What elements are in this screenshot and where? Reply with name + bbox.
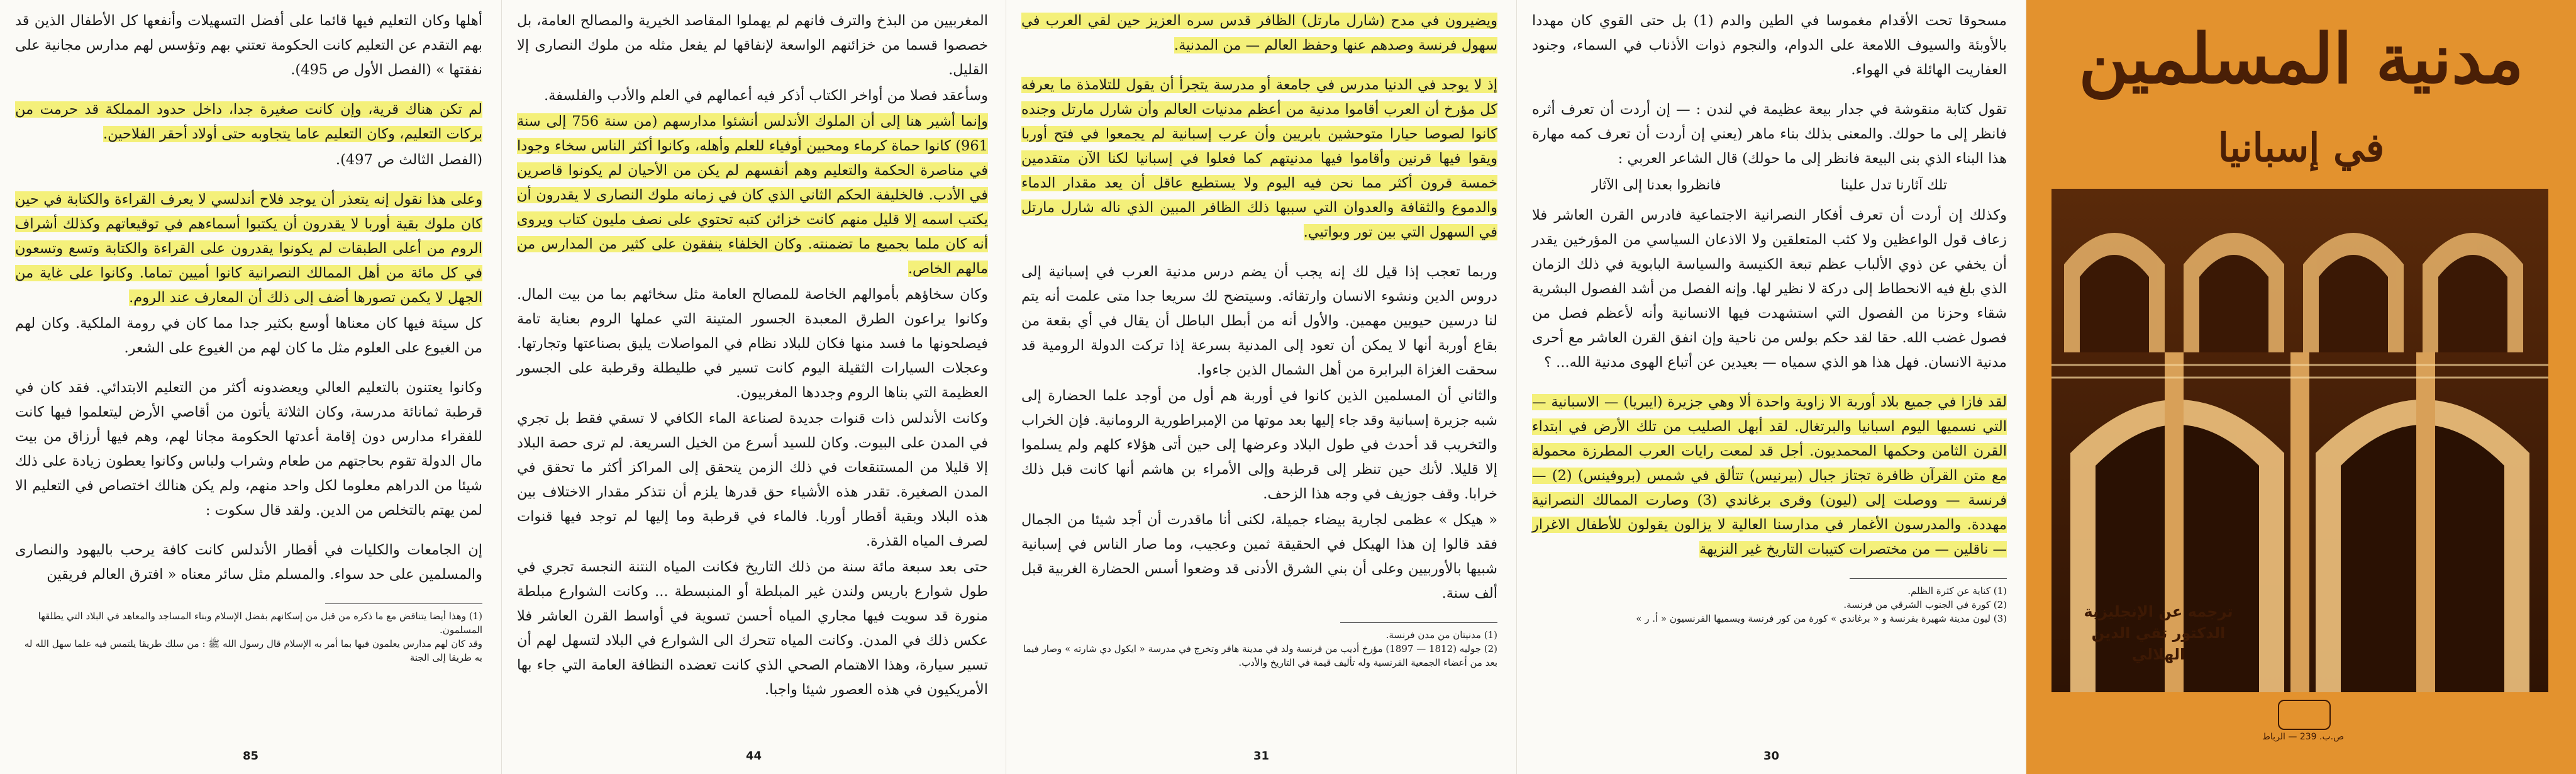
page-85-note-2: وقد كان لهم مدارس يعلمون فيها بما أمر به الإسلام قال رسول الله ﷺ : من سلك طريقا يلتمس فيه علما سهل الله له به طريقا إلى الجنة <box>24 638 482 663</box>
cover-subtitle: في إسبانيا <box>2218 125 2385 171</box>
footnote-rule <box>325 603 482 604</box>
poem-verse <box>1532 177 2007 193</box>
page-31-note-2: (2) جوليه (1812 — 1897) مؤرخ أديب من فرنسة ولد في مدينة هافر وتخرج في مدرسة « ايكول دي شارته » وصار فيما بعد من أعضاء الجمعية الفرنسية وله تأليف قيمة في التاريخ والأدب. <box>1023 643 1497 668</box>
page-85-para-4: وعلى هذا نقول إنه يتعذر أن يوجد فلاح أندلسي لا يعرف القراءة والكتابة في حين كان ملوك بقية أوربا لا يقدرون أن يكتبوا أسماءهم في توقيعاتهم وكذلك أشراف الروم من أعلى الطبقات لم يكونوا يقدرون على القراءة والكتابة وتسع وتسعون في كل مائة من أهل الممالك النصرانية كانوا أميين تماما. وكانوا على غاية من الجهل لا يكمن تصورها أضف إلى ذلك أن المعارف عند الروم. <box>15 191 482 306</box>
page-85-para-7: إن الجامعات والكليات في أقطار الأندلس كانت كافة يرحب باليهود والنصارى والمسلمين على حد سواء. والمسلم مثل سائر معناه « افترق العالم فريقين <box>15 542 482 583</box>
page-31 <box>1006 0 1517 774</box>
page-31-para-1: ويضيرون في مدح (شارل مارتل) الظافر قدس سره العزيز حين لقي العرب في سهول فرنسة وصدهم عنها وحفظ العالم — من المدنية. <box>1021 13 1497 53</box>
page-85 <box>0 0 502 774</box>
page-44-para-3: وإنما أشير هنا إلى أن الملوك الأندلس أنشئوا مدارسهم (من سنة 756 إلى سنة 961) كانوا حماة كرماء ومحبين أوفياء للعلم وأهله، وكانوا أكثر الناس سخاء وجودا في مناصرة الحكمة والتعليم وهم أنفسهم لم يكن من الأحيان لم يكونوا قاصرين في الأدب. فالخليفة الحكم الثاني الذي كان في زمانه ملوك النصارى لا يقدرون أن يكتب اسمه إلا قليل منهم كانت خزائن كتبه تحتوي على نصف مليون كتاب ويروى أنه كان ملما بجميع ما تضمنته. وكان الخلفاء ينفقون على كثير من المدارس من مالهم الخاص. <box>517 113 989 277</box>
footnote-rule <box>1850 578 2007 579</box>
page-44-para-2: وسأعقد فصلا من أواخر الكتاب أذكر فيه أعمالهم في العلم والأدب والفلسفة. <box>543 87 988 104</box>
page-85-note-1: (1) وهذا أيضا يتناقض مع ما ذكره من قبل من إسكانهم بفضل الإسلام وبناء المساجد والمعاهد في البلاد التي يطلقها المسلمون. <box>38 610 482 636</box>
publisher-seal <box>2278 700 2331 730</box>
footnote-rule <box>1340 622 1497 623</box>
page-44 <box>502 0 1006 774</box>
page-85-para-1: أهلها وكان التعليم فيها قائما على أفضل التسهيلات وأنفعها كل الأطفال الذين قد بهم التقدم عن التعليم كانت الحكومة تعتني بهم وتؤسس لهم مدارس مجانية على نفقتها » (الفصل الأول ص 495). <box>15 13 482 78</box>
page-30-note-3: (3) ليون مدينة شهيرة بفرنسة و « برغاندي » كورة من كور فرنسة ويسميها الفرنسيون « أ. ر » <box>1636 613 2007 624</box>
page-30-note-1: (1) كناية عن كثرة الظلم. <box>1907 585 2007 597</box>
page-30-para-3: وكذلك إن أردت أن تعرف أفكار النصرانية الاجتماعية فادرس القرن العاشر فلا زعاف قول الواعظين ولا كثب المتعلقين ولا الاذعان السياسي من المؤرخين يقدر أن يخفي عن ذوي الألباب عظم تبعة الكنيسة والسياسة البابوية في ذلك الزمان الذي بلغ فيه الانحطاط إلى دركة لا نظير لها. وإنه الفصل من أشد الفصول البشرية شقاء وحزنا من الفصول التي استشهدت فيها الانسانية وأنه لأعظم فصل من فصول غضب الله. حقا لقد حكم بولس من ناحية وإن انفق القرن العاشر مع أحرى مدنية الانسان. فهل هذا هو الذي سمياه — بعيدين عن أتباع الهوى مدنية الله... ؟ <box>1532 207 2007 371</box>
page-85-para-5: كل سيئة فيها كان معناها أوسع بكثير جدا مما كان في رومة الملكية. وكان لهم من الغيوع على العلوم مثل ما كان لهم من الغيوع على الشعر. <box>15 315 482 356</box>
book-cover <box>2026 0 2576 774</box>
page-31-para-5: « هيكل » عظمى لجارية بيضاء جميلة، لكنى أنا ماقدرت أن أجد شيئا من الجمال فقد قالوا إن هذا الهيكل في الحقيقة ثمين وعجيب، وما صار الناس في إسبانية شبيها بالأوربيين وعلى أن بني الشرق الأدنى قد وضعوا أسس الحضارة الغربية قبل ألف سنة. <box>1021 512 1497 602</box>
verse-second-hemistich: فانظروا بعدنا إلى الآثار <box>1592 177 1721 193</box>
page-31-note-1: (1) مدنيتان من مدن فرنسة. <box>1385 629 1497 641</box>
page-30-note-2: (2) كورة في الجنوب الشرقي من فرنسة. <box>1843 599 2007 610</box>
page-30-para-1: مسحوقا تحت الأقدام مغموسا في الطين والدم (1) بل حتى القوي كان مهددا بالأوبئة والسيوف اللامعة على الدوام، والنجوم ذوات الأذناب في السماء، وجنود العفاريت الهائلة في الهواء. <box>1532 13 2007 78</box>
page-number-30: 30 <box>1763 749 1780 763</box>
page-number-85: 85 <box>242 749 259 763</box>
verse-first-hemistich: تلك آثارنا تدل علينا <box>1840 177 1947 193</box>
cover-title: مدنية المسلمين <box>2079 20 2524 99</box>
page-30-para-2: تقول كتابة منقوشة في جدار بيعة عظيمة في لندن : — إن أردت أن تعرف أثره فانظر إلى ما حولك. والمعنى بذلك بناء ماهر (يعني إن أردت أن تعرف كمه مهارة هذا البناء الذي بنى البيعة فانظر إلى ما حولك) قال الشاعر العربي : <box>1532 101 2007 167</box>
page-85-para-2: لم تكن هناك قرية، وإن كانت صغيرة جدا، داخل حدود المملكة قد حرمت من بركات التعليم، وكان التعليم عاما يتجاوبه حتى أولاد أحقر الفلاحين. <box>15 101 482 142</box>
cover-author-line-2: الدكتور تقي الدين الهلالي <box>2091 624 2226 663</box>
page-30-para-4: لقد فازا في جميع بلاد أوربة الا زاوية واحدة ألا وهي جزيرة (ايبريا) — الاسبانية — التي نسميها اليوم اسبانيا والبرتغال. لقد أبهل الصليب من تلك الأرض في ابتداء القرن الثامن وحكمها المحمديون. أجل قد لمعت رايات العرب المطرزة محمولة مع متن القرآن ظافرة تجتاز جبال (بيرنيس) تتألق في شمس (بروفينس) (2) — فرنسة — ووصلت إلى (ليون) وقرى برغاندي (3) وصارت الممالك النصرانية مهددة. والمدرسون الأغمار في مدارسنا العالية لا يزالون يقولون للأطفال الاغرار — ناقلين — من مختصرات كتيبات التاريخ غير النزيهة <box>1532 394 2007 558</box>
page-31-para-3: وربما تعجب إذا قيل لك إنه يجب أن يضم درس مدنية العرب في إسبانية إلى دروس الدين ونشوء الانسان وارتقائه. وسيتضح لك سريعا جدا متى علمت أنه يتم لنا درسين حيويين مهمين. والأول أنه من أبطل الباطل أن يقال في أي بقعة من بقاع أوربة أنها لا يمكن أن تعود إلى المدنية بسرعة إذا تركت الدولة الرومية قد سحقت الغزاة البرابرة من أهل الشمال الذين جاءوا. <box>1021 264 1497 378</box>
page-44-para-5: وكانت الأندلس ذات قنوات جديدة لصناعة الماء الكافي لا تسقي فقط بل تجري في المدن على البيوت. وكان للسيد أسرع من الخيل السريعة. لم ترى حصة البلاد إلا قليلا من المستنقعات في ذلك الزمن يتحقق إلى المراكز أكثر ما تحقق في المدن الصغيرة. تقدر هذه الأشياء حق قدرها يلزم أن نتذكر مقدار الاختلاف بين هذه البلاد وبقية أقطار أوربا. فالماء في قرطبة وما إليها لم توجد فيها قنوات لصرف المياه القذرة. <box>517 410 988 549</box>
page-31-para-4: والثاني أن المسلمين الذين كانوا في أوربة هم أول من أوجد علما الحضارة إلى شبه جزيرة إسبانية وقد جاء إليها بعد موتها من الإمبراطورية الرومانية. فإن الخراب والتخريب قد أحدث في طول البلاد وعرضها إلى حين أتى هؤلاء كلهم ولم يسلموا إلا قليلا. لأنك حين تنظر إلى قرطبة وإلى الأمراء بن هاشم أنها كانت قبل ذلك خرابا. وقف جوزيف في وجه هذا الزحف. <box>1021 388 1497 502</box>
page-number-44: 44 <box>745 749 762 763</box>
cover-author <box>2064 601 2253 665</box>
cover-publisher: ص.ب. 239 — الرباط <box>2262 732 2345 742</box>
page-number-31: 31 <box>1253 749 1270 763</box>
page-85-para-3: (الفصل الثالث ص 497). <box>335 152 482 168</box>
cover-author-line-1: ترجمه عن الإنجليزية <box>2084 603 2233 620</box>
page-44-para-1: المغربيين من البذخ والترف فانهم لم يهملوا المقاصد الخيرية والمصالح العامة، بل خصصوا قسما من خزائنهم الواسعة لإنفاقها لم يفعل مثله من ملوك النصارى إلا القليل. <box>517 13 988 78</box>
page-44-para-4: وكان سخاؤهم بأموالهم الخاصة للمصالح العامة مثل سخائهم بما من بيت المال. وكانوا يراعون الطرق المعبدة الجسور المتينة التي عملها الروم بعناية تامة فيصلحونها ما فسد منها فكان للبلاد نظام في المواصلات يليق بصناعتها وتجارتها. وعجلات السيارات الثقيلة اليوم كانت تسير في طليطلة وقرطبة على الجسور العظيمة التي بناها الروم وجددها المغربيون. <box>517 286 988 401</box>
page-85-para-6: وكانوا يعتنون بالتعليم العالي ويعضدونه أكثر من التعليم الابتدائي. فقد كان في قرطبة ثمانائة مدرسة، وكان الثلاثة يأتون من أقاصي الأرض ليتعلموا فيها كانت للفقراء مدارس دون إقامة أعدتها الحكومة مجانا لهم، وهم فيها أرزاق من بيت مال الدولة تقوم بحاجتهم من طعام وشراب ولباس وكانوا يعطون زيادة على ذلك شيئا من الدراهم معلوما لكل واحد منهم، ولم يكن هنالك اختصاص في التعليم الا لمن يهتم بالتخلص من الدين. ولقد قال سكوت : <box>15 379 482 519</box>
page-31-para-2: إذ لا يوجد في الدنيا مدرس في جامعة أو مدرسة يتجرأ أن يقول للتلامذة ما يعرفه كل مؤرخ أن العرب أقاموا مدنية من أعظم مدنيات العالم وأن شارل مارتل وجنده كانوا لصوصا حيارا متوحشين بابريين وأن عرب إسبانية لم يجمعوا في فتح أوربا ويقوا فيها قرنين وأقاموا فيها مدنيتهم كما فعلوا في إسبانيا لكنا الآن متقدمين خمسة قرون أكثر مما نحن فيه اليوم ولا يستطيع عاقل أن يعد مقدار الدماء والدموع والثقافة والعدوان التي سببها ذلك الظافر المبين الذي ناله شارل مارتل في السهول التي بين تور وبواتيي. <box>1021 77 1497 240</box>
page-44-para-6: حتى بعد سبعة مائة سنة من ذلك التاريخ فكانت المياه النتنة النجسة تجري في طول شوارع باريس ولندن غير المبلطة أو المنبسطة ... وكانت الشوارع مبلطة منورة قد سويت فيها مجاري المياه أحسن تسوية في أواسط القرن العاشر فلا عكس ذلك في المدن. وكانت المياه تتحرك الى الشوارع في البلاد لتسهل لهم أن تسير سيارة، وهذا الاهتمام الصحي الذي كانت تعضده النظافة العامة التي جاء بها الأمريكيون في هذه العصور شيئا واجبا. <box>517 559 988 698</box>
page-30 <box>1517 0 2026 774</box>
